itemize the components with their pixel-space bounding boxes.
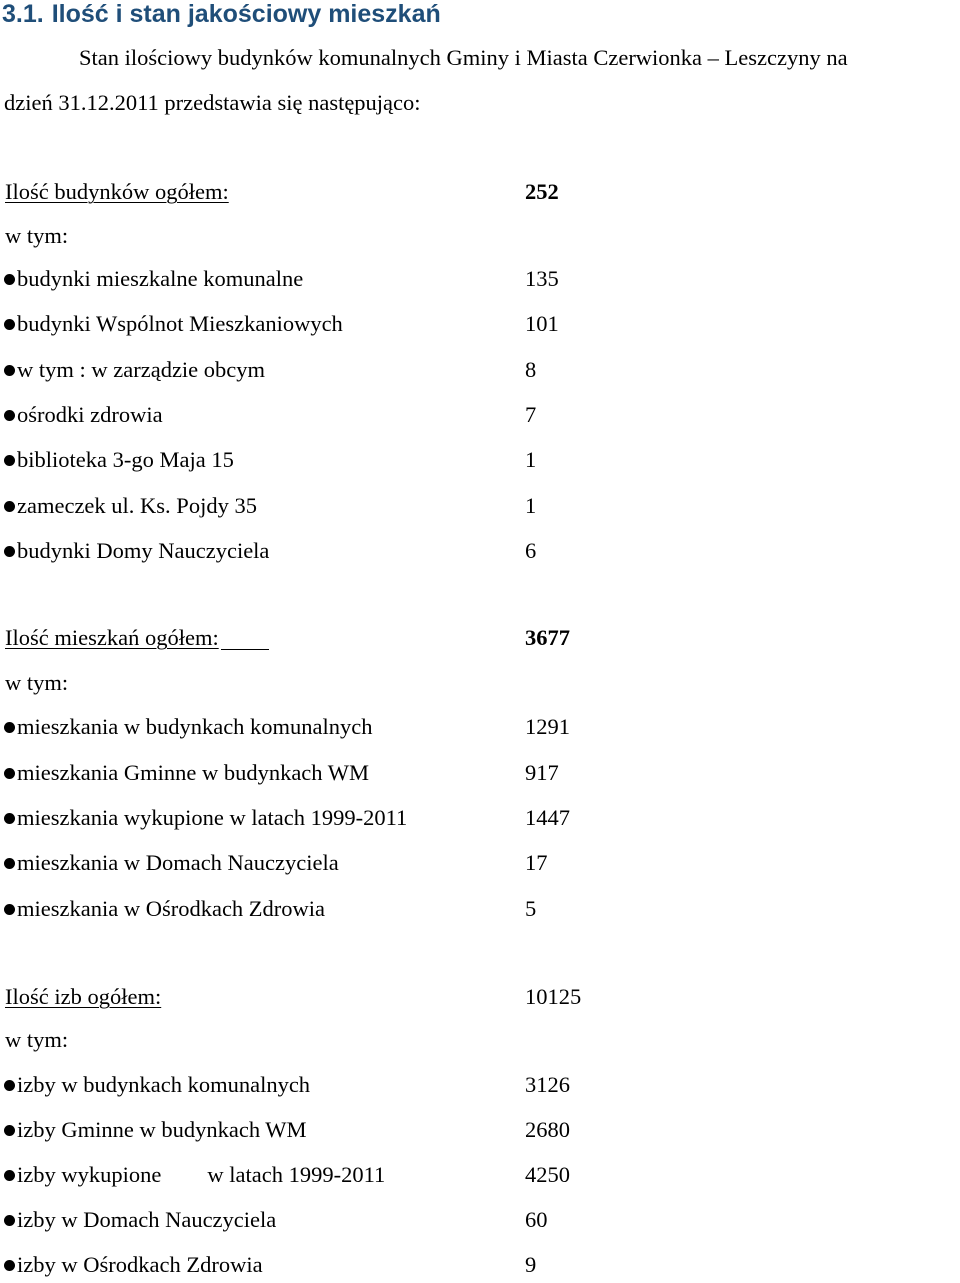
buildings-total-row — [0, 176, 960, 208]
item-value: 17 — [525, 850, 548, 875]
list-item — [0, 535, 960, 567]
item-value: 8 — [525, 357, 537, 382]
underline-gap — [221, 649, 269, 650]
list-item — [0, 1159, 960, 1191]
bullet-icon — [4, 1215, 15, 1226]
section-heading — [2, 0, 441, 29]
bullet-icon — [4, 722, 15, 733]
bullet-icon — [4, 274, 15, 285]
item-value: 4250 — [525, 1162, 570, 1187]
bullet-icon — [4, 1080, 15, 1091]
item-label: mieszkania Gminne w budynkach WM — [17, 760, 370, 785]
list-item — [0, 1204, 960, 1236]
item-value: 60 — [525, 1207, 548, 1232]
list-item — [0, 1114, 960, 1146]
list-item — [0, 802, 960, 834]
item-label: budynki mieszkalne komunalne — [17, 266, 304, 291]
list-item — [0, 354, 960, 386]
list-item — [0, 847, 960, 879]
item-label: izby w budynkach komunalnych — [17, 1072, 311, 1097]
item-label: budynki Wspólnot Mieszkaniowych — [17, 311, 343, 336]
apartments-total-row — [0, 622, 960, 654]
buildings-in-which — [0, 220, 960, 252]
item-label: izby w Ośrodkach Zdrowia — [17, 1252, 263, 1277]
list-item — [0, 1069, 960, 1101]
buildings-total-label: Ilość budynków ogółem: — [5, 179, 229, 204]
item-value: 3126 — [525, 1072, 570, 1097]
list-item — [0, 444, 960, 476]
in-which-label: w tym: — [5, 670, 69, 695]
in-which-label: w tym: — [5, 223, 69, 248]
buildings-total-value: 252 — [525, 179, 559, 204]
bullet-icon — [4, 768, 15, 779]
apartments-total-label-wrap — [5, 622, 269, 654]
intro-line-1: Stan ilościowy budynków komunalnych Gminy i Miasta Czerwionka – Leszczyny na — [79, 45, 848, 70]
item-value: 1 — [525, 493, 537, 518]
bullet-icon — [4, 1260, 15, 1271]
item-label: mieszkania wykupione w latach 1999-2011 — [17, 805, 408, 830]
list-item — [0, 711, 960, 743]
in-which-label: w tym: — [5, 1027, 69, 1052]
bullet-icon — [4, 1125, 15, 1136]
bullet-icon — [4, 501, 15, 512]
item-value: 5 — [525, 896, 537, 921]
item-value: 1291 — [525, 714, 570, 739]
item-value: 2680 — [525, 1117, 570, 1142]
item-value: 6 — [525, 538, 537, 563]
item-label: w tym : w zarządzie obcym — [17, 357, 266, 382]
bullet-icon — [4, 813, 15, 824]
bullet-icon — [4, 455, 15, 466]
bullet-icon — [4, 546, 15, 557]
bullet-icon — [4, 1170, 15, 1181]
item-label: izby Gminne w budynkach WM — [17, 1117, 307, 1142]
bullet-icon — [4, 410, 15, 421]
list-item — [0, 308, 960, 340]
item-label-part-a: izby wykupione — [17, 1162, 162, 1187]
item-label — [17, 1159, 385, 1191]
list-item — [0, 757, 960, 789]
bullet-icon — [4, 858, 15, 869]
apartments-in-which — [0, 667, 960, 699]
item-value: 917 — [525, 760, 559, 785]
item-label: mieszkania w budynkach komunalnych — [17, 714, 373, 739]
rooms-total-value: 10125 — [525, 984, 582, 1009]
section-title: Ilość i stan jakościowy mieszkań — [51, 0, 441, 28]
item-label-part-b: w latach 1999-2011 — [207, 1162, 386, 1187]
item-label: zameczek ul. Ks. Pojdy 35 — [17, 493, 257, 518]
item-value: 7 — [525, 402, 537, 427]
rooms-total-row — [0, 981, 960, 1013]
item-value: 1447 — [525, 805, 570, 830]
list-item — [0, 490, 960, 522]
bullet-icon — [4, 904, 15, 915]
item-label: mieszkania w Domach Nauczyciela — [17, 850, 339, 875]
item-value: 135 — [525, 266, 559, 291]
item-label: ośrodki zdrowia — [17, 402, 163, 427]
bullet-icon — [4, 365, 15, 376]
list-item — [0, 399, 960, 431]
item-label: mieszkania w Ośrodkach Zdrowia — [17, 896, 326, 921]
apartments-total-value: 3677 — [525, 625, 570, 650]
item-label: izby w Domach Nauczyciela — [17, 1207, 277, 1232]
bullet-icon — [4, 319, 15, 330]
list-item — [0, 1249, 960, 1281]
rooms-in-which — [0, 1024, 960, 1056]
item-value: 9 — [525, 1252, 537, 1277]
intro-line-2: dzień 31.12.2011 przedstawia się następująco: — [4, 90, 421, 115]
list-item — [0, 893, 960, 925]
item-value: 101 — [525, 311, 559, 336]
list-item — [0, 263, 960, 295]
item-label: budynki Domy Nauczyciela — [17, 538, 270, 563]
section-number: 3.1. — [2, 0, 44, 28]
item-value: 1 — [525, 447, 537, 472]
apartments-total-label: Ilość mieszkań ogółem: — [5, 625, 219, 650]
item-label: biblioteka 3-go Maja 15 — [17, 447, 234, 472]
rooms-total-label: Ilość izb ogółem: — [5, 984, 162, 1009]
